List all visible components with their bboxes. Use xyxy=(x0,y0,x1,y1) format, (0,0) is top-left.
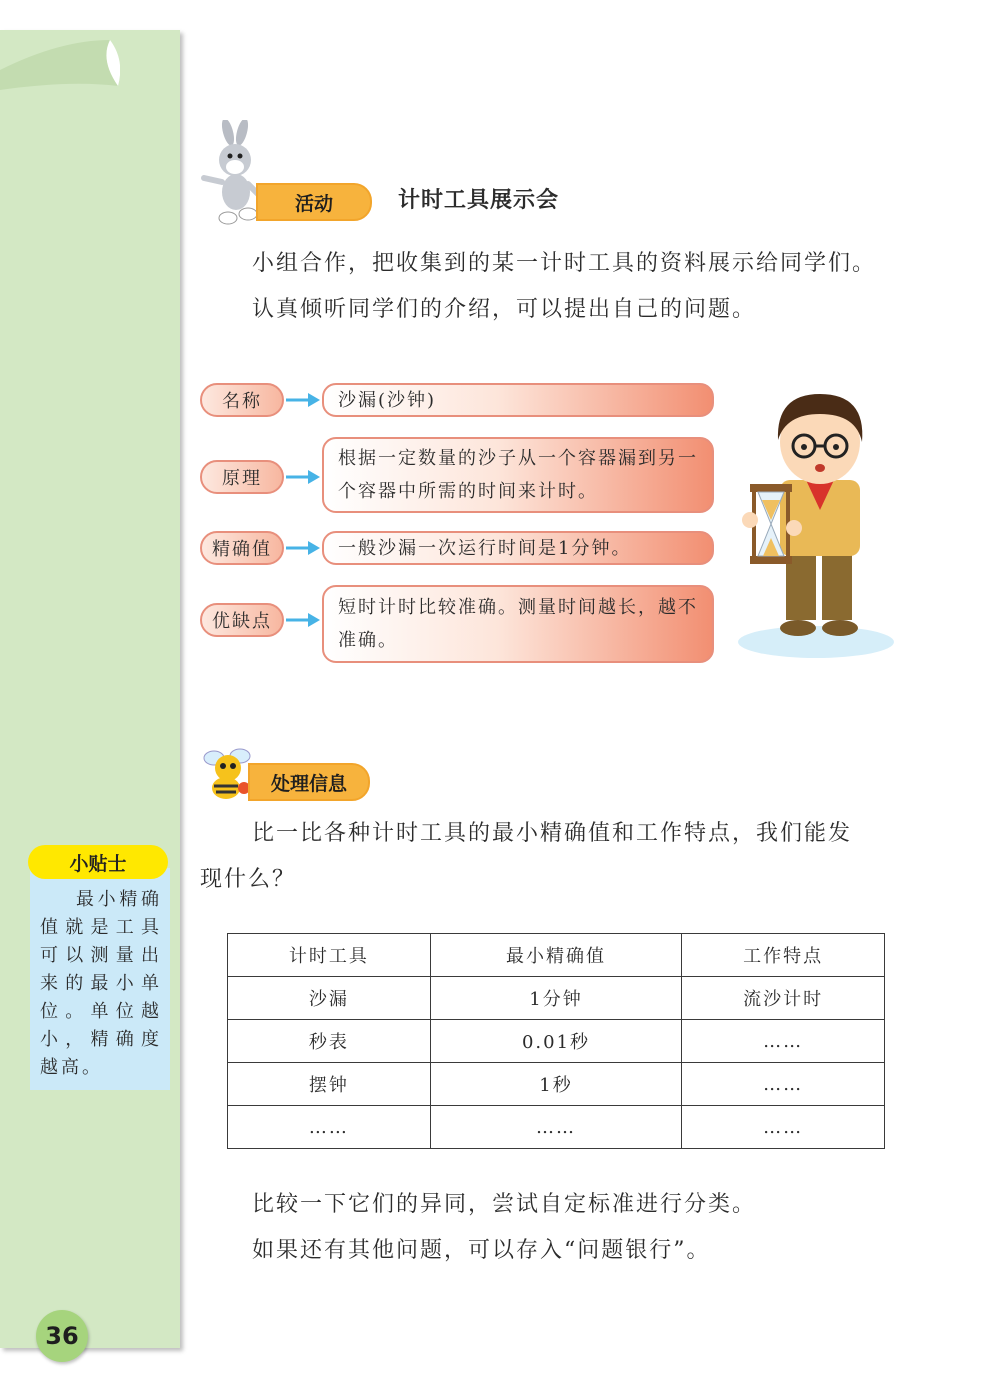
label-name: 名称 xyxy=(200,383,284,417)
table-header-cell: 工作特点 xyxy=(682,934,885,977)
timing-tools-table xyxy=(227,933,885,1149)
table-header-cell: 最小精确值 xyxy=(430,934,682,977)
arrow-right-icon xyxy=(286,469,322,485)
label-principle: 原理 xyxy=(200,460,284,494)
content-precision: 一般沙漏一次运行时间是1分钟。 xyxy=(322,531,714,565)
arrow-right-icon xyxy=(286,392,322,408)
table-cell: …… xyxy=(682,1106,885,1149)
process-paragraph-2: 现什么？ xyxy=(200,867,297,892)
table-cell: 1分钟 xyxy=(430,977,682,1020)
table-cell: 沙漏 xyxy=(228,977,431,1020)
tips-text: 最小精确值就是工具可以测量出来的最小单位。单位越小，精确度越高。 xyxy=(40,889,162,1078)
activity-badge: 活动 xyxy=(256,183,372,221)
page-number: 36 xyxy=(36,1310,88,1362)
sidebar xyxy=(0,30,180,1348)
content-principle: 根据一定数量的沙子从一个容器漏到另一个容器中所需的时间来计时。 xyxy=(322,437,714,513)
activity-title: 计时工具展示会 xyxy=(398,188,560,213)
tips-box xyxy=(30,868,170,1090)
table-cell: 1秒 xyxy=(430,1063,682,1106)
process-paragraph-1: 比一比各种计时工具的最小精确值和工作特点，我们能发 xyxy=(252,821,853,846)
table-cell: …… xyxy=(228,1106,431,1149)
table-header-row xyxy=(228,934,885,977)
boy-holding-hourglass-illustration xyxy=(736,380,896,660)
table-cell: 0.01秒 xyxy=(430,1020,682,1063)
table-row xyxy=(228,1020,885,1063)
closing-paragraph-1: 比较一下它们的异同，尝试自定标准进行分类。 xyxy=(252,1192,757,1217)
table-cell: 摆钟 xyxy=(228,1063,431,1106)
table-row xyxy=(228,1063,885,1106)
arrow-right-icon xyxy=(286,540,322,556)
table-cell: 流沙计时 xyxy=(682,977,885,1020)
label-pros-cons: 优缺点 xyxy=(200,603,284,637)
content-name: 沙漏(沙钟) xyxy=(322,383,714,417)
closing-paragraph-2: 如果还有其他问题，可以存入“问题银行”。 xyxy=(252,1238,711,1263)
activity-paragraph-2: 认真倾听同学们的介绍，可以提出自己的问题。 xyxy=(252,297,757,322)
table-cell: 秒表 xyxy=(228,1020,431,1063)
arrow-right-icon xyxy=(286,612,322,628)
content-pros-cons: 短时计时比较准确。测量时间越长，越不准确。 xyxy=(322,585,714,663)
label-precision: 精确值 xyxy=(200,531,284,565)
page-curl-decoration xyxy=(0,30,120,90)
table-row xyxy=(228,977,885,1020)
process-badge: 处理信息 xyxy=(248,763,370,801)
table-row xyxy=(228,1106,885,1149)
table-cell: …… xyxy=(682,1020,885,1063)
tips-title: 小贴士 xyxy=(28,845,168,879)
table-cell: …… xyxy=(682,1063,885,1106)
activity-paragraph-1: 小组合作，把收集到的某一计时工具的资料展示给同学们。 xyxy=(252,251,877,276)
table-header-cell: 计时工具 xyxy=(228,934,431,977)
table-cell: …… xyxy=(430,1106,682,1149)
